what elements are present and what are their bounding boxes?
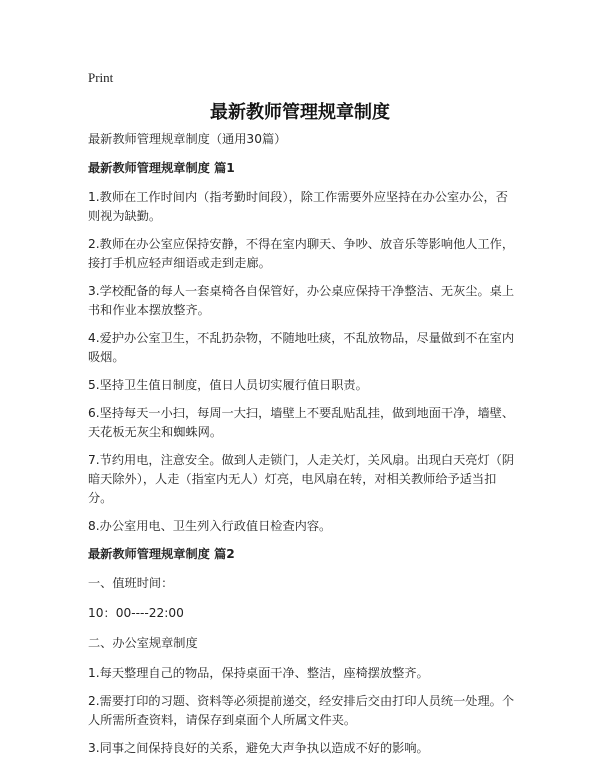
list-item: 6.坚持每天一小扫，每周一大扫，墙壁上不要乱贴乱挂，做到地面干净，墙壁、天花板无灰尘和蜘蛛网。 (88, 406, 515, 439)
document-body (88, 130, 514, 767)
document-subtitle: 最新教师管理规章制度（通用30篇） (88, 132, 287, 146)
list-item: 7.节约用电，注意安全。做到人走锁门，人走关灯，关风扇。出现白天亮灯（阴暗天除外），人走（指室内无人）灯亮，电风扇在转，对相关教师给予适当扣分。 (88, 453, 515, 505)
list-item: 2.教师在办公室应保持安静，不得在室内聊天、争吵、放音乐等影响他人工作，接打手机应轻声细语或走到走廊。 (88, 237, 515, 270)
rules-label: 二、办公室规章制度 (88, 636, 198, 650)
list-item: 3.学校配备的每人一套桌椅各自保管好，办公桌应保持干净整洁、无灰尘。桌上书和作业本摆放整齐。 (88, 284, 515, 317)
list-item: 2.需要打印的习题、资料等必须提前递交，经安排后交由打印人员统一处理。个人所需所查资料，请保存到桌面个人所属文件夹。 (88, 694, 515, 727)
duty-time-value: 10：00----22:00 (88, 606, 184, 620)
page-title: 最新教师管理规章制度 (210, 102, 390, 123)
list-item: 1.教师在工作时间内（指考勤时间段），除工作需要外应坚持在办公室办公，否则视为缺勤。 (88, 190, 508, 223)
list-item: 5.坚持卫生值日制度，值日人员切实履行值日职责。 (88, 378, 368, 392)
duty-time-label: 一、值班时间： (88, 576, 174, 590)
section-heading-1: 最新教师管理规章制度 篇1 (88, 161, 235, 175)
list-item: 4.爱护办公室卫生，不乱扔杂物，不随地吐痰，不乱放物品，尽量做到不在室内吸烟。 (88, 331, 515, 364)
section-heading-2: 最新教师管理规章制度 篇2 (88, 547, 235, 561)
print-link[interactable]: Print (88, 70, 114, 85)
list-item: 1.每天整理自己的物品，保持桌面干净、整洁，座椅摆放整齐。 (88, 666, 429, 680)
list-item: 8.办公室用电、卫生列入行政值日检查内容。 (88, 519, 332, 533)
list-item: 3.同事之间保持良好的关系，避免大声争执以造成不好的影响。 (88, 741, 429, 755)
